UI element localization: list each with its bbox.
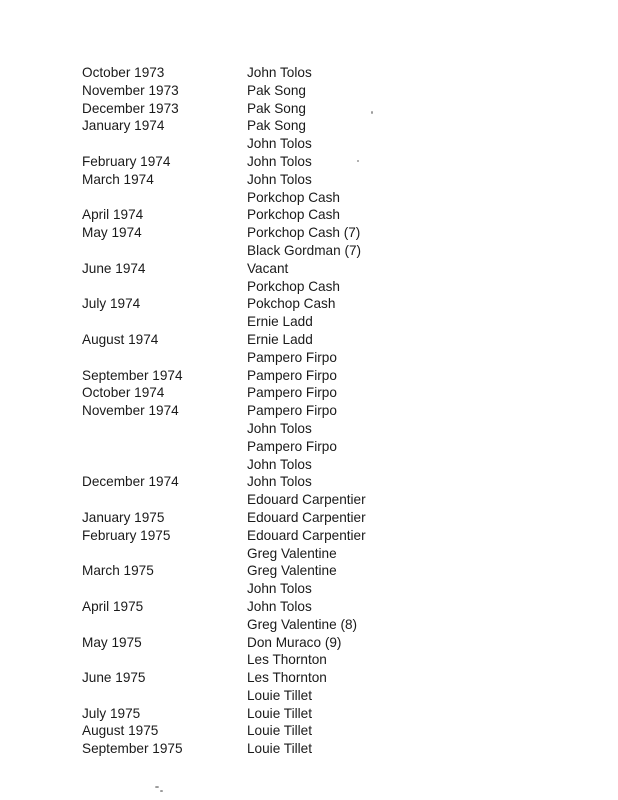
row-date: June 1974 bbox=[82, 260, 146, 276]
row-champion: John Tolos bbox=[247, 598, 312, 614]
row-date bbox=[82, 313, 247, 331]
row-date: March 1975 bbox=[82, 563, 154, 579]
row-champion: Ernie Ladd bbox=[247, 331, 313, 347]
title-row bbox=[82, 473, 382, 491]
title-row bbox=[82, 384, 382, 402]
row-champion: Pampero Firpo bbox=[247, 349, 337, 365]
title-row bbox=[82, 598, 382, 616]
row-champion: Greg Valentine (8) bbox=[247, 616, 358, 632]
row-date bbox=[82, 651, 247, 669]
row-champion: Vacant bbox=[247, 260, 289, 276]
row-champion: Pak Song bbox=[247, 82, 306, 98]
row-date: September 1975 bbox=[82, 741, 183, 757]
row-date: August 1975 bbox=[82, 723, 159, 739]
row-date: October 1974 bbox=[82, 385, 165, 401]
row-date bbox=[82, 349, 247, 367]
row-champion: Pampero Firpo bbox=[247, 438, 337, 454]
row-champion: John Tolos bbox=[247, 65, 312, 80]
title-row bbox=[82, 402, 382, 420]
title-row bbox=[82, 349, 382, 367]
title-row bbox=[82, 420, 382, 438]
row-champion: John Tolos bbox=[247, 171, 312, 187]
row-champion: Les Thornton bbox=[247, 670, 327, 686]
row-date: December 1974 bbox=[82, 474, 179, 490]
row-date: June 1975 bbox=[82, 670, 146, 686]
title-row bbox=[82, 313, 382, 331]
row-champion: John Tolos bbox=[247, 153, 312, 169]
title-row bbox=[82, 82, 382, 100]
row-champion: Porkchop Cash (7) bbox=[247, 225, 361, 241]
scan-speck bbox=[160, 790, 163, 792]
title-row bbox=[82, 260, 382, 278]
title-row bbox=[82, 687, 382, 705]
row-champion: Don Muraco (9) bbox=[247, 634, 342, 650]
title-row bbox=[82, 616, 382, 634]
title-row bbox=[82, 669, 382, 687]
row-date: May 1975 bbox=[82, 634, 142, 650]
row-date: January 1974 bbox=[82, 118, 165, 134]
row-champion: Edouard Carpentier bbox=[247, 492, 366, 508]
row-champion: Edouard Carpentier bbox=[247, 527, 366, 543]
title-row bbox=[82, 722, 382, 740]
title-row bbox=[82, 438, 382, 456]
row-date: April 1974 bbox=[82, 207, 144, 223]
title-row bbox=[82, 171, 382, 189]
row-date bbox=[82, 545, 247, 563]
row-date bbox=[82, 420, 247, 438]
row-champion: Black Gordman (7) bbox=[247, 242, 362, 258]
title-row bbox=[82, 135, 382, 153]
title-row bbox=[82, 242, 382, 260]
row-date: February 1974 bbox=[82, 153, 171, 169]
row-date: October 1973 bbox=[82, 65, 165, 80]
row-champion: Pampero Firpo bbox=[247, 367, 337, 383]
row-champion: Les Thornton bbox=[247, 652, 327, 668]
title-row bbox=[82, 367, 382, 385]
row-champion: John Tolos bbox=[247, 581, 312, 597]
row-date bbox=[82, 580, 247, 598]
scan-speck bbox=[371, 111, 373, 114]
title-row bbox=[82, 153, 382, 171]
row-date: July 1975 bbox=[82, 705, 141, 721]
row-champion: Edouard Carpentier bbox=[247, 509, 366, 525]
row-champion: John Tolos bbox=[247, 420, 312, 436]
row-date bbox=[82, 616, 247, 634]
row-date: May 1974 bbox=[82, 225, 142, 241]
row-champion: John Tolos bbox=[247, 474, 312, 490]
title-row bbox=[82, 117, 382, 135]
title-row bbox=[82, 651, 382, 669]
row-champion: Ernie Ladd bbox=[247, 314, 313, 330]
row-date: March 1974 bbox=[82, 171, 154, 187]
row-champion: Louie Tillet bbox=[247, 705, 312, 721]
row-date: December 1973 bbox=[82, 100, 179, 116]
row-date: August 1974 bbox=[82, 331, 159, 347]
title-row bbox=[82, 527, 382, 545]
row-champion: Porkchop Cash bbox=[247, 189, 340, 205]
scan-speck bbox=[155, 786, 159, 788]
title-row bbox=[82, 295, 382, 313]
row-date: February 1975 bbox=[82, 527, 171, 543]
row-champion: Pokchop Cash bbox=[247, 296, 336, 312]
row-date bbox=[82, 456, 247, 474]
title-row bbox=[82, 580, 382, 598]
row-champion: Pampero Firpo bbox=[247, 385, 337, 401]
row-date: September 1974 bbox=[82, 367, 183, 383]
row-champion: Pak Song bbox=[247, 100, 306, 116]
title-row bbox=[82, 740, 382, 758]
row-date: July 1974 bbox=[82, 296, 141, 312]
row-champion: Louie Tillet bbox=[247, 723, 312, 739]
scan-speck bbox=[357, 160, 359, 162]
row-date bbox=[82, 438, 247, 456]
row-date bbox=[82, 278, 247, 296]
title-row bbox=[82, 100, 382, 118]
row-champion: Greg Valentine bbox=[247, 563, 337, 579]
row-date bbox=[82, 189, 247, 207]
title-row bbox=[82, 509, 382, 527]
row-champion: Greg Valentine bbox=[247, 545, 337, 561]
row-champion: Louie Tillet bbox=[247, 687, 312, 703]
row-date: November 1973 bbox=[82, 82, 179, 98]
row-date: November 1974 bbox=[82, 403, 179, 419]
row-champion: Louie Tillet bbox=[247, 741, 312, 757]
row-champion: Porkchop Cash bbox=[247, 278, 340, 294]
row-champion: Pampero Firpo bbox=[247, 403, 337, 419]
row-date bbox=[82, 135, 247, 153]
title-history-list bbox=[82, 64, 382, 758]
title-row bbox=[82, 491, 382, 509]
title-row bbox=[82, 545, 382, 563]
row-champion: John Tolos bbox=[247, 456, 312, 472]
row-date bbox=[82, 491, 247, 509]
title-row bbox=[82, 331, 382, 349]
title-row bbox=[82, 562, 382, 580]
title-row bbox=[82, 224, 382, 242]
row-date bbox=[82, 687, 247, 705]
title-row bbox=[82, 64, 382, 82]
title-row bbox=[82, 206, 382, 224]
row-champion: Pak Song bbox=[247, 118, 306, 134]
row-date: January 1975 bbox=[82, 509, 165, 525]
title-row bbox=[82, 189, 382, 207]
row-date bbox=[82, 242, 247, 260]
title-row bbox=[82, 278, 382, 296]
title-row bbox=[82, 456, 382, 474]
title-row bbox=[82, 634, 382, 652]
row-champion: John Tolos bbox=[247, 136, 312, 152]
title-row bbox=[82, 705, 382, 723]
row-champion: Porkchop Cash bbox=[247, 207, 340, 223]
row-date: April 1975 bbox=[82, 598, 144, 614]
